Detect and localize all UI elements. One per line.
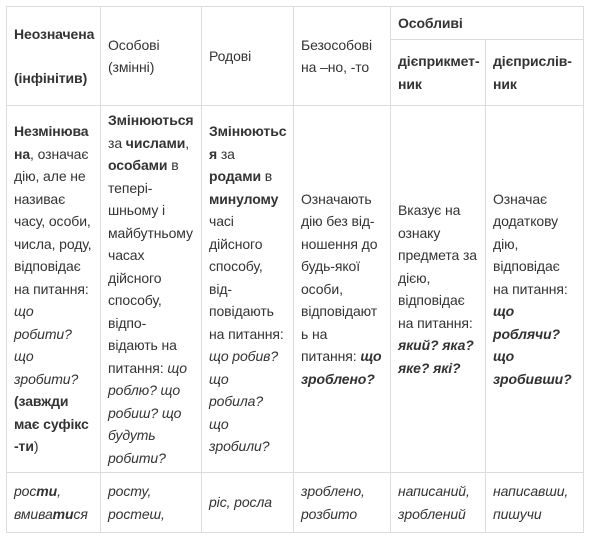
- header-participle-label: дієприкмет-: [398, 53, 480, 69]
- example-impersonal-text: зроблено, розбито: [301, 483, 365, 522]
- header-adv-participle: [486, 40, 584, 106]
- desc-gendered-bold-2: родами: [209, 168, 261, 185]
- example-gendered-text: ріс, росла: [209, 494, 272, 511]
- desc-personal-bold-1: Змінюються: [108, 112, 194, 128]
- header-infinitive: [7, 7, 101, 106]
- desc-infinitive-close: ): [33, 438, 39, 455]
- examples-row: [7, 473, 584, 533]
- header-personal-label: Особові: [108, 36, 160, 53]
- example-impersonal: [294, 473, 391, 533]
- description-infinitive: [7, 106, 101, 473]
- header-special-label: Особливі: [398, 14, 463, 31]
- verb-forms-table: [6, 6, 584, 533]
- desc-participle-text: Вказує на ознаку предмета за дією, відповідає на питання:: [398, 202, 477, 331]
- description-gendered: [202, 106, 294, 473]
- header-row-top: [7, 7, 584, 40]
- header-impersonal-label: Безособові: [301, 36, 373, 53]
- desc-adv-participle-text: Означає додаткову дію, відповідає на питання:: [493, 190, 568, 297]
- desc-infinitive-text: , означає дію, але не називає часу, особи, числа, роду, відповідає на питання:: [14, 145, 92, 297]
- header-gendered-label: Родові: [209, 47, 252, 64]
- desc-gendered-text-1: за: [217, 145, 235, 162]
- description-impersonal: [294, 106, 391, 473]
- example-adv-participle: [486, 473, 584, 533]
- example-adv-participle-text: написавши, пишучи: [493, 483, 569, 522]
- desc-gendered-text-3: часі дійсного способу, від-повідають на питання:: [209, 213, 284, 342]
- header-gendered: [202, 7, 294, 106]
- example-participle: [391, 473, 486, 533]
- example-infinitive-suffix-2: ти: [52, 505, 74, 522]
- header-infinitive-label: Неозначена: [14, 25, 95, 42]
- example-infinitive: [7, 473, 101, 533]
- header-impersonal: [294, 7, 391, 106]
- header-special: [391, 7, 584, 40]
- desc-gendered-bold-3: минулому: [209, 190, 279, 207]
- description-row: [7, 106, 584, 473]
- desc-gendered-text-2: в: [260, 168, 273, 185]
- desc-participle-question: який? яка? яке? які?: [398, 337, 474, 376]
- header-personal: [101, 7, 202, 106]
- desc-personal-bold-2: числами: [125, 134, 186, 151]
- desc-personal-bold-3: особами: [108, 157, 168, 173]
- description-participle: [391, 106, 486, 473]
- desc-personal-question: що роблю? що робиш? що будуть робити?: [108, 359, 187, 466]
- desc-adv-participle-question: що роблячи? що зробивши?: [493, 303, 572, 387]
- example-personal-text: росту, ростеш,: [108, 483, 165, 522]
- desc-infinitive-bold-2: на: [14, 145, 31, 162]
- header-adv-participle-label: дієприслів-: [493, 53, 572, 69]
- example-infinitive-suffix-1: ти: [36, 483, 58, 499]
- desc-gendered-bold-1: Змінюютьс я: [209, 123, 287, 162]
- desc-impersonal-text: Означають дію без від-ношення до будь-якої особи, відповідают ь на питання:: [301, 190, 378, 365]
- header-adv-participle-label-end: ник: [493, 75, 517, 92]
- example-personal: [101, 473, 202, 533]
- desc-infinitive-suffix-note: (завжди має суфікс -ти: [14, 393, 89, 455]
- desc-personal-text-3: в тепері-шньому і майбутньому часах дійсного способу, відпо-відають на питання:: [108, 157, 193, 376]
- desc-impersonal-question: що зроблено?: [301, 348, 382, 387]
- example-infinitive-comma: ,: [57, 483, 61, 499]
- header-participle-label-end: ник: [398, 75, 422, 92]
- description-personal: [101, 106, 202, 473]
- header-participle: [391, 40, 486, 106]
- description-adv-participle: [486, 106, 584, 473]
- desc-personal-text-1: за: [108, 134, 126, 151]
- header-infinitive-sublabel: (інфінітив): [14, 70, 88, 86]
- example-gendered: [202, 473, 294, 533]
- example-infinitive-stem-1: рос: [14, 483, 37, 499]
- desc-infinitive-bold-1: Незмінюва: [14, 123, 89, 140]
- header-impersonal-sublabel: на –но, -то: [301, 59, 370, 75]
- example-infinitive-stem-2: вмива: [14, 505, 53, 522]
- header-personal-sublabel: (змінні): [108, 59, 155, 75]
- example-participle-text: написаний, зроблений: [398, 483, 470, 522]
- example-infinitive-ending-2: ся: [73, 505, 88, 522]
- desc-gendered-question: що робив? що робила? що зробили?: [209, 348, 279, 455]
- desc-infinitive-question: що робити? що зробити?: [14, 303, 79, 387]
- desc-personal-text-2: ,: [185, 134, 190, 151]
